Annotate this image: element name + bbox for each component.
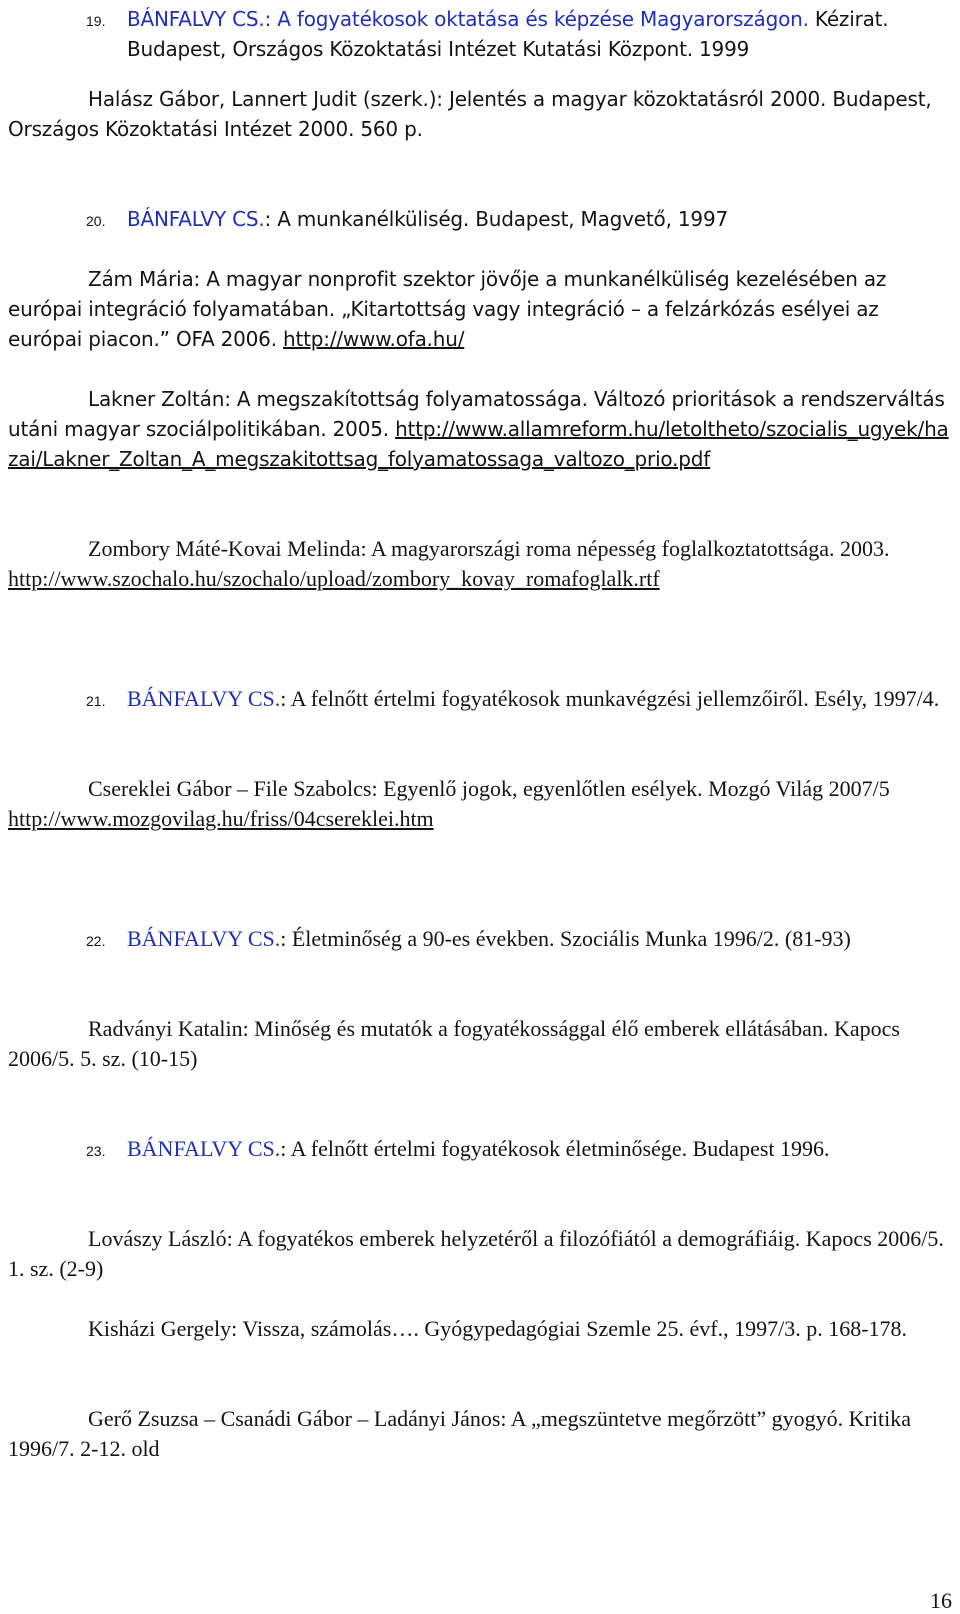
reference-gero: Gerő Zsuzsa – Csanádi Gábor – Ladányi János: A „megszüntetve megőrzött” gyogyó. Kritika 1996/7. 2-12. old bbox=[8, 1406, 911, 1461]
list-number: 20. bbox=[86, 213, 106, 229]
reference-zam bbox=[8, 264, 953, 354]
list-item-22 bbox=[86, 924, 946, 954]
reference-rest: Kézirat. Budapest, Országos Közoktatási Intézet Kutatási Központ. 1999 bbox=[127, 7, 889, 61]
reference-csereklei bbox=[8, 774, 953, 834]
reference-lakner bbox=[8, 384, 953, 474]
reference-text bbox=[127, 1134, 946, 1164]
reference-text: Csereklei Gábor – File Szabolcs: Egyenlő jogok, egyenlőtlen esélyek. Mozgó Világ 2007/5 bbox=[88, 776, 890, 801]
reference-text bbox=[127, 4, 946, 64]
reference-text bbox=[127, 924, 946, 954]
list-number: 19. bbox=[86, 13, 106, 29]
reference-text bbox=[127, 204, 946, 234]
reference-text: Zám Mária: A magyar nonprofit szektor jövője a munkanélküliség kezelésében az európai integráció folyamatában. „Kitartottság vagy integráció – a felzárkózás esélyei az európai piacon.” OFA 2006. bbox=[8, 267, 887, 351]
list-number: 23. bbox=[86, 1143, 106, 1159]
author-highlight: BÁNFALVY CS. bbox=[127, 926, 281, 951]
list-item-19 bbox=[86, 4, 946, 64]
reference-link[interactable]: http://www.szochalo.hu/szochalo/upload/zombory_kovay_romafoglalk.rtf bbox=[8, 566, 660, 591]
reference-radvanyi: Radványi Katalin: Minőség és mutatók a fogyatékossággal élő emberek ellátásában. Kapocs 2006/5. 5. sz. (10-15) bbox=[8, 1016, 900, 1071]
author-highlight: BÁNFALVY CS.: A fogyatékosok oktatása és képzése Magyarországon. bbox=[127, 7, 809, 31]
reference-rest: : Életminőség a 90-es években. Szociális Munka 1996/2. (81-93) bbox=[280, 926, 851, 951]
list-item-21 bbox=[86, 684, 946, 714]
author-highlight: BÁNFALVY CS. bbox=[127, 1136, 281, 1161]
reference-text: Lakner Zoltán: A megszakítottság folyamatossága. Változó prioritások a rendszerváltás utáni magyar szociálpolitikában. 2005. bbox=[8, 387, 945, 441]
reference-zombory bbox=[8, 534, 953, 594]
reference-rest: : A felnőtt értelmi fogyatékosok munkavégzési jellemzőiről. Esély, 1997/4. bbox=[280, 686, 940, 711]
list-item-23 bbox=[86, 1134, 946, 1164]
reference-link[interactable]: http://www.ofa.hu/ bbox=[283, 327, 465, 351]
list-item-20 bbox=[86, 204, 946, 234]
author-highlight: BÁNFALVY CS. bbox=[127, 686, 281, 711]
reference-kishazi: Kisházi Gergely: Vissza, számolás…. Gyógypedagógiai Szemle 25. évf., 1997/3. p. 168-178. bbox=[88, 1316, 908, 1341]
list-number: 21. bbox=[86, 693, 106, 709]
author-highlight: BÁNFALVY CS. bbox=[127, 207, 265, 231]
page-number: 16 bbox=[930, 1588, 952, 1613]
reference-rest: : A munkanélküliség. Budapest, Magvető, 1997 bbox=[264, 207, 728, 231]
reference-rest: : A felnőtt értelmi fogyatékosok életminősége. Budapest 1996. bbox=[280, 1136, 830, 1161]
reference-halasz: Halász Gábor, Lannert Judit (szerk.): Jelentés a magyar közoktatásról 2000. Budapest, Országos Közoktatási Intézet 2000. 560 p. bbox=[8, 87, 932, 141]
reference-text: Zombory Máté-Kovai Melinda: A magyarországi roma népesség foglalkoztatottsága. 2003. bbox=[88, 536, 890, 561]
reference-link[interactable]: http://www.allamreform.hu/letoltheto/szocialis_ugyek/hazai/Lakner_Zoltan_A_megszakitottsag_folyamatossaga_valtozo_prio.pdf bbox=[8, 417, 949, 471]
list-number: 22. bbox=[86, 933, 106, 949]
reference-text bbox=[127, 684, 946, 714]
reference-lovaszy: Lovászy László: A fogyatékos emberek helyzetéről a filozófiától a demográfiáig. Kapocs 2006/5. 1. sz. (2-9) bbox=[8, 1226, 944, 1281]
reference-link[interactable]: http://www.mozgovilag.hu/friss/04csereklei.htm bbox=[8, 806, 434, 831]
